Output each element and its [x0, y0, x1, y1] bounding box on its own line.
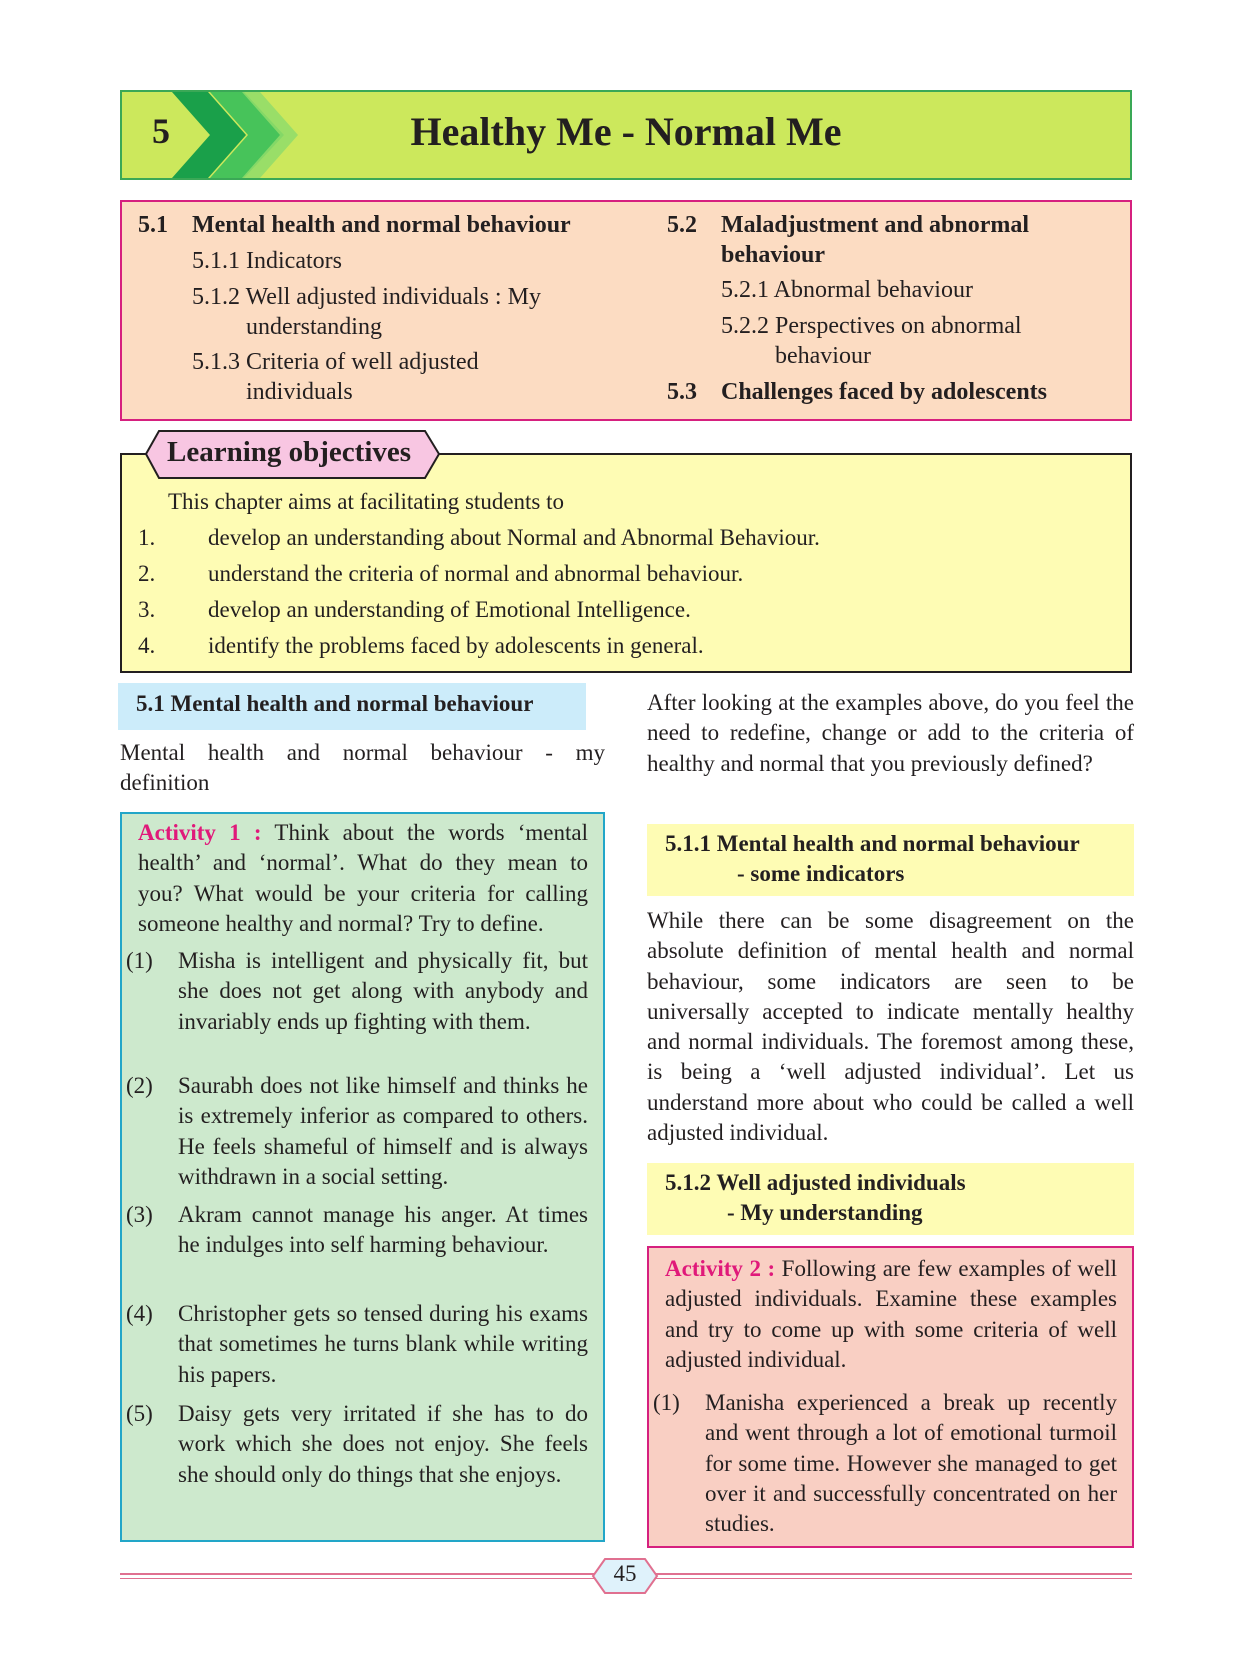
- list-item: Christopher gets so tensed during his exams that sometimes he turns blank while writing his papers.: [178, 1301, 588, 1387]
- activity-1-intro: [138, 818, 588, 939]
- section-5-1-1-heading-line2: - some indicators: [737, 861, 905, 886]
- objective-number: 3.: [138, 597, 156, 622]
- list-item: Akram cannot manage his anger. At times he indulges into self harming behaviour.: [178, 1202, 588, 1258]
- list-item: Manisha experienced a break up recently and went through a lot of emotional turmoil for some time. However she managed to get over it and successfully concentrated on her studies.: [705, 1390, 1117, 1537]
- list-item-number: (4): [126, 1301, 153, 1326]
- list-item-number: (3): [126, 1202, 153, 1227]
- toc-5-1-2-line1: 5.1.2 Well adjusted individuals : My: [192, 284, 541, 310]
- section-5-1-1-banner: [647, 824, 1134, 896]
- list-item-number: (2): [126, 1073, 153, 1098]
- section-5-1-2-heading-line1: 5.1.2 Well adjusted individuals: [665, 1170, 966, 1195]
- section-5-1-1-body: While there can be some disagreement on the absolute definition of mental health and normal behaviour, some indicators are seen to be universally accepted to indicate mentally healthy and normal individuals. The foremost among these, is being a ‘well adjusted individual’. Let us understand more about who could be called a well adjusted individual.: [647, 908, 1134, 1146]
- activity-1-label: Activity 1 :: [138, 820, 262, 845]
- chapter-number: 5: [152, 111, 170, 151]
- section-5-1-2-heading-line2: - My understanding: [727, 1200, 923, 1225]
- toc-5-2-title-line1: Maladjustment and abnormal: [721, 212, 1030, 238]
- learning-objectives-box: [120, 453, 1132, 673]
- section-5-1-banner: [118, 683, 586, 730]
- section-5-1-heading: 5.1 Mental health and normal behaviour: [136, 691, 534, 716]
- activity-2-intro: [665, 1254, 1117, 1375]
- section-5-1-2-banner: [647, 1163, 1134, 1235]
- toc-5-2-title-line2: behaviour: [721, 242, 826, 268]
- chapter-header: [120, 90, 1132, 180]
- objective-text: develop an understanding of Emotional Intelligence.: [208, 597, 691, 622]
- toc-5-1-1: 5.1.1 Indicators: [192, 248, 342, 274]
- activity-1-box: [120, 812, 605, 1542]
- toc-5-1-3-line1: 5.1.3 Criteria of well adjusted: [192, 349, 479, 375]
- activity-2-box: [647, 1246, 1134, 1548]
- toc-5-1-3-line2: individuals: [246, 379, 353, 405]
- toc-5-1-title: Mental health and normal behaviour: [192, 212, 571, 238]
- definition-prompt-line1: Mental health and normal behaviour - my: [120, 740, 605, 765]
- toc-5-2-number: 5.2: [667, 212, 697, 238]
- objective-text: identify the problems faced by adolescents in general.: [208, 633, 704, 658]
- section-5-1-1-heading-line1: 5.1.1 Mental health and normal behaviour: [665, 831, 1080, 856]
- toc-5-1-number: 5.1: [138, 212, 168, 238]
- activity-2-intro-text: Following are few examples of well adjusted individuals. Examine these examples and try to come up with some criteria of well adjusted individual.: [665, 1256, 1118, 1372]
- chapter-title: Healthy Me - Normal Me: [410, 109, 842, 154]
- toc-5-1-2-line2: understanding: [246, 314, 382, 340]
- toc-5-3-number: 5.3: [667, 379, 697, 405]
- learning-objectives-heading: Learning objectives: [167, 436, 412, 468]
- list-item: Saurabh does not like himself and thinks he is extremely inferior as compared to others. He feels shameful of himself and is always withdrawn in a social setting.: [178, 1073, 588, 1189]
- toc-5-3-title: Challenges faced by adolescents: [721, 379, 1047, 405]
- contents-box: [120, 200, 1132, 421]
- definition-prompt-line2: definition: [120, 770, 210, 795]
- activity-2-label: Activity 2 :: [665, 1256, 776, 1281]
- list-item-number: (1): [653, 1390, 680, 1415]
- objective-number: 4.: [138, 633, 156, 658]
- page-number: 45: [613, 1561, 637, 1586]
- list-item: Daisy gets very irritated if she has to do work which she does not enjoy. She feels she should only do things that she enjoys.: [178, 1401, 588, 1487]
- list-item-number: (1): [126, 948, 153, 973]
- objective-number: 2.: [138, 561, 156, 586]
- toc-5-2-1: 5.2.1 Abnormal behaviour: [721, 277, 973, 303]
- objective-number: 1.: [138, 525, 156, 550]
- objective-text: understand the criteria of normal and abnormal behaviour.: [208, 561, 744, 586]
- toc-5-2-2-line2: behaviour: [775, 343, 871, 369]
- list-item: Misha is intelligent and physically fit, but she does not get along with anybody and invariably ends up fighting with them.: [178, 948, 588, 1034]
- toc-5-2-2-line1: 5.2.2 Perspectives on abnormal: [721, 313, 1022, 339]
- objectives-intro: This chapter aims at facilitating students to: [168, 489, 565, 514]
- objective-text: develop an understanding about Normal and Abnormal Behaviour.: [208, 525, 820, 550]
- activity-1-intro-text: Think about the words ‘mental health’ and ‘normal’. What do they mean to you? What would be your criteria for calling someone healthy and normal? Try to define.: [138, 820, 589, 936]
- reflection-paragraph: After looking at the examples above, do you feel the need to redefine, change or add to the criteria of healthy and normal that you previously defined?: [647, 690, 1134, 776]
- list-item-number: (5): [126, 1401, 153, 1426]
